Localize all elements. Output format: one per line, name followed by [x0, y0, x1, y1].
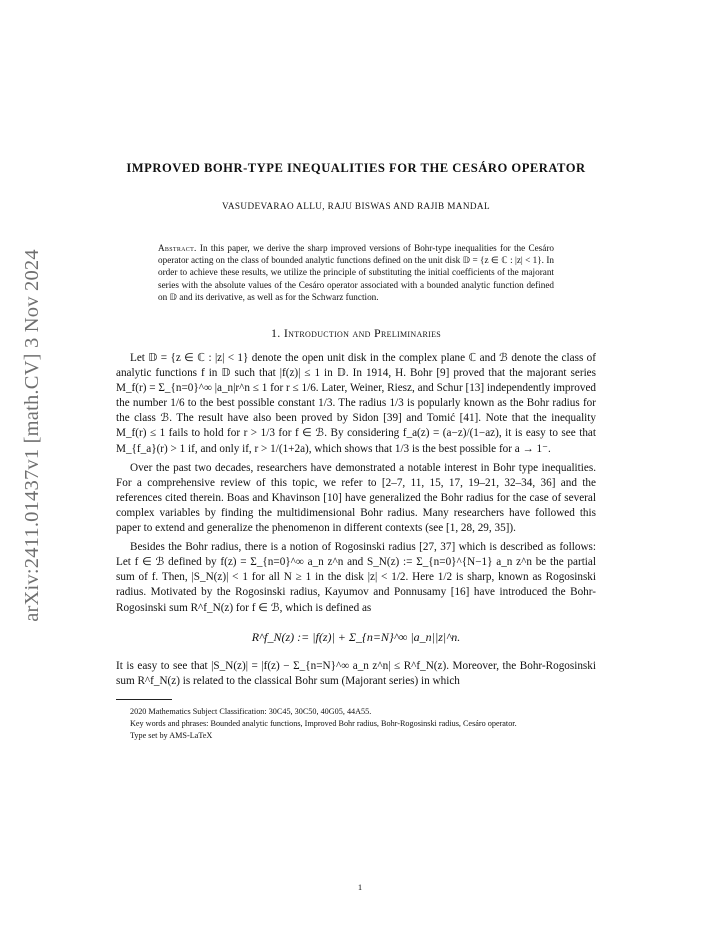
body-paragraph-1: Let 𝔻 = {z ∈ ℂ : |z| < 1} denote the open unit disk in the complex plane ℂ and ℬ denote the class of analytic functions f in 𝔻 such that |f(z)| ≤ 1 in 𝔻. In 1914, H. Bohr [9] proved that the majorant series M_f(r) = Σ_{n=0}^∞ |a_n|r^n ≤ 1 for r ≤ 1/6. Later, Weiner, Riesz, and Schur [13] independently improved the number 1/6 to the best possible constant 1/3. The radius 1/3 is popularly known as the Bohr radius for the class ℬ. The result have also been proved by Sidon [39] and Tomić [41]. Note that the inequality M_f(r) ≤ 1 fails to hold for r > 1/3 for f ∈ ℬ. By considering f_a(z) = (a−z)/(1−az), it is easy to see that M_{f_a}(r) > 1 if, and only if, r > 1/(1+2a), which shows that 1/3 is the best possible for a → 1⁻.: [116, 352, 596, 455]
arxiv-identifier: arXiv:2411.01437v1 [math.CV] 3 Nov 2024: [20, 248, 43, 622]
footnote-rule: [116, 699, 172, 700]
abstract-text: In this paper, we derive the sharp improved versions of Bohr-type inequalities for the Cesáro operator acting on the class of bounded analytic functions defined on the unit disk 𝔻 = {z ∈ ℂ : |z| < 1}. In order to achieve these results, we utilize the principle of substituting the initial coefficients of the majorant series with the absolute values of the Cesáro operator associated with a bounded analytic function defined on 𝔻 and its derivative, as well as for the Schwarz function.: [158, 243, 554, 302]
section-heading: 1. Introduction and Preliminaries: [270, 326, 442, 341]
footnote-keywords: Key words and phrases: Bounded analytic functions, Improved Bohr radius, Bohr-Rogosinski radius, Cesáro operator.: [130, 719, 517, 728]
body-paragraph-3: Besides the Bohr radius, there is a notion of Rogosinski radius [27, 37] which is described as follows: Let f ∈ ℬ defined by f(z) = Σ_{n=0}^∞ a_n z^n and S_N(z) := Σ_{n=0}^{N−1} a_n z^n be the partial sum of f. Then, |S_N(z)| < 1 for all N ≥ 1 in the disk |z| < 1/2. Here 1/2 is sharp, known as Rogosinski radius. Motivated by the Rogosinski radius, Kayumov and Ponnusamy [16] have introduced the Bohr-Rogosinski sum R^f_N(z) for f ∈ ℬ, which is defined as: [116, 541, 596, 614]
display-equation: R^f_N(z) := |f(z)| + Σ_{n=N}^∞ |a_n||z|^n.: [251, 629, 461, 644]
body-paragraph-2: Over the past two decades, researchers have demonstrated a notable interest in Bohr type inequalities. For a comprehensive review of this topic, we refer to [2–7, 11, 15, 17, 19–21, 32–34, 36] and the references cited therein. Boas and Khavinson [10] have generalized the Bohr radius for the case of several complex variables by finding the multidimensional Bohr radius. Many researchers have followed this paper to extend and generalize the phenomenon in different contexts (see [1, 28, 29, 35]).: [116, 461, 596, 535]
footnote-typeset: Type set by AMS-LaTeX: [130, 731, 213, 741]
abstract-heading: Abstract.: [158, 243, 197, 253]
paper-authors: VASUDEVARAO ALLU, RAJU BISWAS AND RAJIB MANDAL: [222, 201, 490, 211]
arxiv-stamp: [12, 230, 52, 640]
paper-page-content: [116, 160, 596, 742]
abstract: [158, 242, 554, 303]
paper-title: IMPROVED BOHR-TYPE INEQUALITIES FOR THE CESÁRO OPERATOR: [126, 161, 586, 175]
footnote-msc: 2020 Mathematics Subject Classification: 30C45, 30C50, 40G05, 44A55.: [130, 706, 372, 716]
page-number: 1: [357, 882, 363, 892]
body-paragraph-4: It is easy to see that |S_N(z)| = |f(z) − Σ_{n=N}^∞ a_n z^n| ≤ R^f_N(z). Moreover, the Bohr-Rogosinski sum R^f_N(z) is related to the classical Bohr sum (Majorant series) in which: [116, 659, 596, 687]
